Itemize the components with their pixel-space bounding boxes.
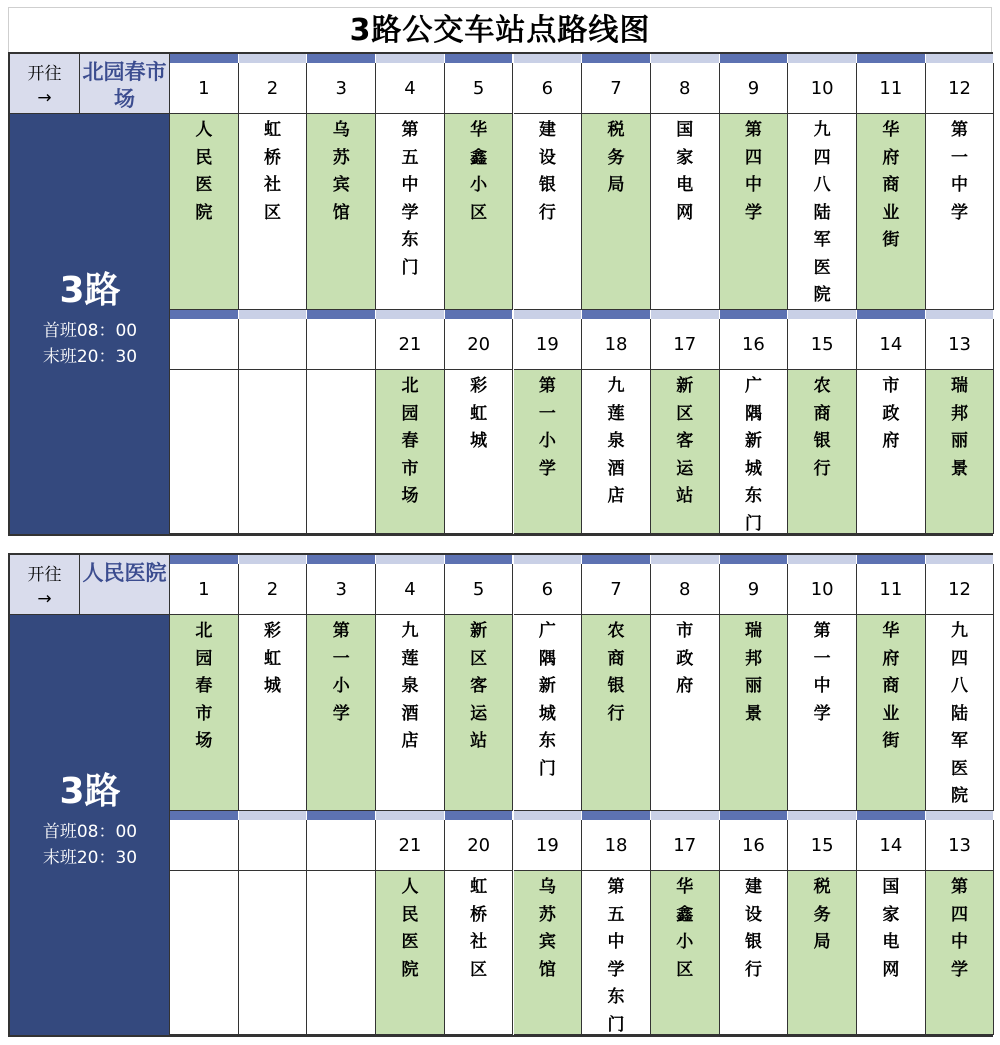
stop-name: 新 区 客 运 站 — [651, 370, 720, 534]
direction-label — [10, 555, 80, 615]
stop-name — [307, 370, 376, 534]
stop-number: 7 — [582, 63, 651, 114]
column-stripe — [788, 310, 857, 319]
column-stripe — [307, 555, 376, 564]
stop-name: 虹 桥 社 区 — [445, 871, 514, 1035]
stop-number: 1 — [170, 564, 239, 615]
stop-number: 20 — [445, 820, 514, 871]
stop-name: 九 莲 泉 酒 店 — [582, 370, 651, 534]
stop-name: 瑞 邦 丽 景 — [926, 370, 995, 534]
stop-number: 2 — [239, 564, 308, 615]
column-stripe — [170, 555, 239, 564]
stop-number: 12 — [926, 63, 995, 114]
stop-name: 华 府 商 业 街 — [857, 615, 926, 811]
stop-name: 彩 虹 城 — [445, 370, 514, 534]
to-label: 开往 — [27, 565, 62, 585]
column-stripe — [857, 310, 926, 319]
stop-name — [239, 871, 308, 1035]
stop-name: 第 一 中 学 — [788, 615, 857, 811]
last-bus-time: 末班20：30 — [42, 347, 138, 367]
column-stripe — [857, 811, 926, 820]
stop-name — [307, 871, 376, 1035]
column-stripe — [651, 310, 720, 319]
stop-name: 九 莲 泉 酒 店 — [376, 615, 445, 811]
stop-name — [170, 871, 239, 1035]
stop-number: 21 — [376, 319, 445, 370]
column-stripe — [514, 811, 583, 820]
column-stripe — [445, 54, 514, 63]
stop-number: 17 — [651, 820, 720, 871]
column-stripe — [307, 54, 376, 63]
stop-number — [307, 319, 376, 370]
stop-number: 19 — [514, 319, 583, 370]
route-name: 3路 — [59, 270, 121, 311]
stop-number: 12 — [926, 564, 995, 615]
stop-name: 建 设 银 行 — [720, 871, 789, 1035]
stop-number: 14 — [857, 820, 926, 871]
column-stripe — [582, 54, 651, 63]
destination-name: 人民医院 — [80, 555, 170, 615]
stop-name: 乌 苏 宾 馆 — [307, 114, 376, 310]
column-stripe — [651, 54, 720, 63]
stop-name: 市 政 府 — [651, 615, 720, 811]
destination-name: 北园春市场 — [80, 54, 170, 114]
stop-name — [239, 370, 308, 534]
stop-name: 北 园 春 市 场 — [376, 370, 445, 534]
stop-number: 18 — [582, 820, 651, 871]
stop-name: 第 五 中 学 东 门 — [582, 871, 651, 1035]
route-name: 3路 — [59, 771, 121, 812]
stop-number: 5 — [445, 63, 514, 114]
stop-number: 11 — [857, 63, 926, 114]
column-stripe — [926, 310, 995, 319]
route-info-panel — [10, 615, 170, 1035]
stop-name: 广 隅 新 城 东 门 — [720, 370, 789, 534]
stop-number: 1 — [170, 63, 239, 114]
column-stripe — [582, 310, 651, 319]
stop-name: 税 务 局 — [788, 871, 857, 1035]
stop-number: 6 — [514, 564, 583, 615]
stop-number: 10 — [788, 63, 857, 114]
stop-number: 6 — [514, 63, 583, 114]
column-stripe — [788, 811, 857, 820]
stop-name: 第 一 小 学 — [514, 370, 583, 534]
column-stripe — [445, 555, 514, 564]
column-stripe — [170, 310, 239, 319]
stop-name: 虹 桥 社 区 — [239, 114, 308, 310]
column-stripe — [239, 555, 308, 564]
stop-number — [307, 820, 376, 871]
stop-name: 彩 虹 城 — [239, 615, 308, 811]
route-info-panel — [10, 114, 170, 534]
column-stripe — [514, 555, 583, 564]
stop-name — [170, 370, 239, 534]
stop-name: 第 五 中 学 东 门 — [376, 114, 445, 310]
stop-name: 农 商 银 行 — [788, 370, 857, 534]
column-stripe — [239, 811, 308, 820]
column-stripe — [170, 811, 239, 820]
stop-number: 14 — [857, 319, 926, 370]
stop-name: 农 商 银 行 — [582, 615, 651, 811]
stop-name: 国 家 电 网 — [857, 871, 926, 1035]
column-stripe — [720, 811, 789, 820]
column-stripe — [720, 555, 789, 564]
column-stripe — [720, 54, 789, 63]
first-bus-time: 首班08：00 — [42, 822, 138, 842]
stop-number: 18 — [582, 319, 651, 370]
column-stripe — [720, 310, 789, 319]
column-stripe — [376, 310, 445, 319]
first-bus-time: 首班08：00 — [42, 321, 138, 341]
stop-name: 九 四 八 陆 军 医 院 — [926, 615, 995, 811]
stop-name: 九 四 八 陆 军 医 院 — [788, 114, 857, 310]
column-stripe — [788, 54, 857, 63]
stop-number: 21 — [376, 820, 445, 871]
to-label: 开往 — [27, 64, 62, 84]
stop-number: 3 — [307, 63, 376, 114]
column-stripe — [651, 555, 720, 564]
arrow-icon: → — [37, 589, 52, 609]
column-stripe — [857, 555, 926, 564]
stop-name: 第 四 中 学 — [926, 871, 995, 1035]
stop-name: 国 家 电 网 — [651, 114, 720, 310]
stop-number: 9 — [720, 564, 789, 615]
stop-number: 9 — [720, 63, 789, 114]
stop-number: 15 — [788, 319, 857, 370]
column-stripe — [307, 811, 376, 820]
column-stripe — [926, 811, 995, 820]
column-stripe — [926, 54, 995, 63]
column-stripe — [307, 310, 376, 319]
stop-number — [170, 319, 239, 370]
route-block-return — [8, 553, 993, 1037]
stop-name: 市 政 府 — [857, 370, 926, 534]
column-stripe — [239, 54, 308, 63]
stop-number: 11 — [857, 564, 926, 615]
column-stripe — [170, 54, 239, 63]
stop-name: 广 隅 新 城 东 门 — [514, 615, 583, 811]
stop-name: 瑞 邦 丽 景 — [720, 615, 789, 811]
column-stripe — [582, 811, 651, 820]
stop-number: 19 — [514, 820, 583, 871]
column-stripe — [857, 54, 926, 63]
stop-name: 第 四 中 学 — [720, 114, 789, 310]
stop-number: 3 — [307, 564, 376, 615]
stop-name: 第 一 中 学 — [926, 114, 995, 310]
column-stripe — [376, 555, 445, 564]
stop-name: 华 鑫 小 区 — [445, 114, 514, 310]
stop-name: 华 鑫 小 区 — [651, 871, 720, 1035]
direction-label — [10, 54, 80, 114]
stop-number: 20 — [445, 319, 514, 370]
column-stripe — [445, 811, 514, 820]
stop-number: 13 — [926, 319, 995, 370]
stop-number: 8 — [651, 63, 720, 114]
arrow-icon: → — [37, 88, 52, 108]
stop-number: 16 — [720, 319, 789, 370]
column-stripe — [514, 54, 583, 63]
stop-name: 新 区 客 运 站 — [445, 615, 514, 811]
column-stripe — [582, 555, 651, 564]
column-stripe — [376, 54, 445, 63]
column-stripe — [514, 310, 583, 319]
column-stripe — [445, 310, 514, 319]
stop-name: 税 务 局 — [582, 114, 651, 310]
route-block-outbound — [8, 52, 993, 536]
stop-number — [170, 820, 239, 871]
stop-number: 17 — [651, 319, 720, 370]
stop-name: 人 民 医 院 — [376, 871, 445, 1035]
stop-number: 2 — [239, 63, 308, 114]
last-bus-time: 末班20：30 — [42, 848, 138, 868]
stop-name: 人 民 医 院 — [170, 114, 239, 310]
stop-name: 第 一 小 学 — [307, 615, 376, 811]
stop-number: 4 — [376, 63, 445, 114]
stop-number: 16 — [720, 820, 789, 871]
stop-number: 5 — [445, 564, 514, 615]
column-stripe — [651, 811, 720, 820]
stop-name: 华 府 商 业 街 — [857, 114, 926, 310]
stop-number — [239, 319, 308, 370]
page-title: 3路公交车站点路线图 — [8, 7, 992, 52]
stop-name: 乌 苏 宾 馆 — [514, 871, 583, 1035]
stop-number: 8 — [651, 564, 720, 615]
stop-name: 北 园 春 市 场 — [170, 615, 239, 811]
stop-number: 7 — [582, 564, 651, 615]
stop-number: 10 — [788, 564, 857, 615]
stop-number — [239, 820, 308, 871]
stop-number: 13 — [926, 820, 995, 871]
stop-name: 建 设 银 行 — [514, 114, 583, 310]
column-stripe — [376, 811, 445, 820]
column-stripe — [239, 310, 308, 319]
stop-number: 15 — [788, 820, 857, 871]
column-stripe — [788, 555, 857, 564]
stop-number: 4 — [376, 564, 445, 615]
column-stripe — [926, 555, 995, 564]
